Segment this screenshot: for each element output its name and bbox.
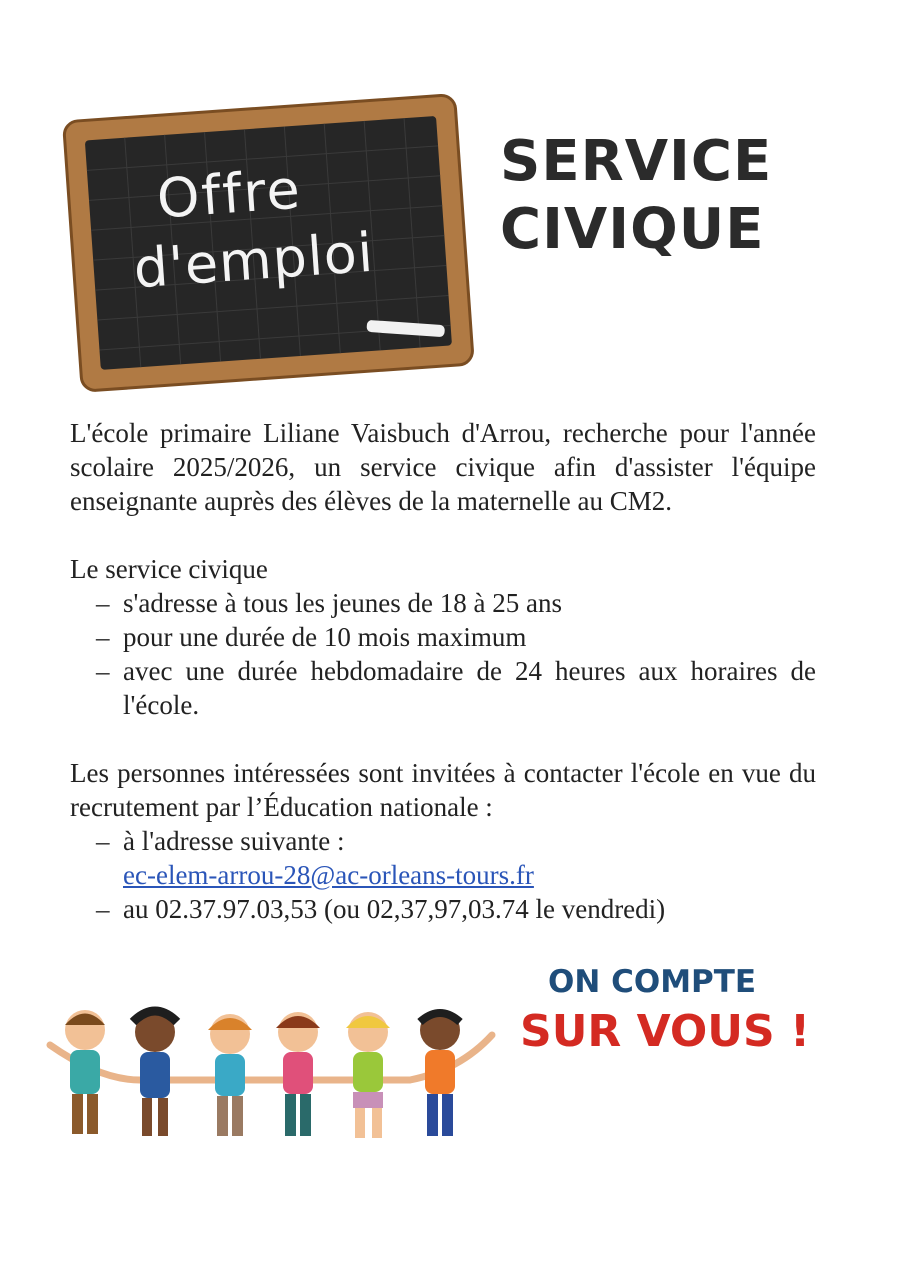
- slogan-line2: SUR VOUS !: [520, 1006, 811, 1057]
- list-item: – avec une durée hebdomadaire de 24 heures aux horaires de l'école.: [70, 654, 816, 722]
- address-label: à l'adresse suivante :: [123, 826, 345, 856]
- chalkboard-line2: d'emploi: [131, 220, 376, 301]
- children-illustration: [40, 1000, 500, 1160]
- service-list: [70, 586, 816, 722]
- contact-paragraph: Les personnes intéressées sont invitées à contacter l'école en vue du recrutement par l’Éducation nationale :: [70, 758, 816, 822]
- email-link[interactable]: ec-elem-arrou-28@ac-orleans-tours.fr: [123, 860, 534, 890]
- chalkboard-line1: Offre: [154, 157, 304, 231]
- intro-paragraph: L'école primaire Liliane Vaisbuch d'Arrou, recherche pour l'année scolaire 2025/2026, un service civique afin d'assister l'équipe enseignante auprès des élèves de la maternelle au CM2.: [70, 418, 816, 516]
- contact-list: [70, 824, 816, 926]
- list-item: – s'adresse à tous les jeunes de 18 à 25 ans: [70, 586, 816, 620]
- list-item: – au 02.37.97.03,53 (ou 02,37,97,03.74 le vendredi): [70, 892, 816, 926]
- document-body: [70, 416, 816, 926]
- title-line1: SERVICE: [500, 129, 773, 194]
- list-item: – pour une durée de 10 mois maximum: [70, 620, 816, 654]
- list-item: [70, 824, 816, 892]
- service-heading: Le service civique: [70, 554, 268, 584]
- chalkboard-illustration: [60, 80, 475, 395]
- page-title: [500, 128, 820, 264]
- children-holding-hands-icon: [40, 1000, 500, 1160]
- title-line2: CIVIQUE: [500, 197, 765, 262]
- slogan-line1: ON COMPTE: [548, 964, 757, 1000]
